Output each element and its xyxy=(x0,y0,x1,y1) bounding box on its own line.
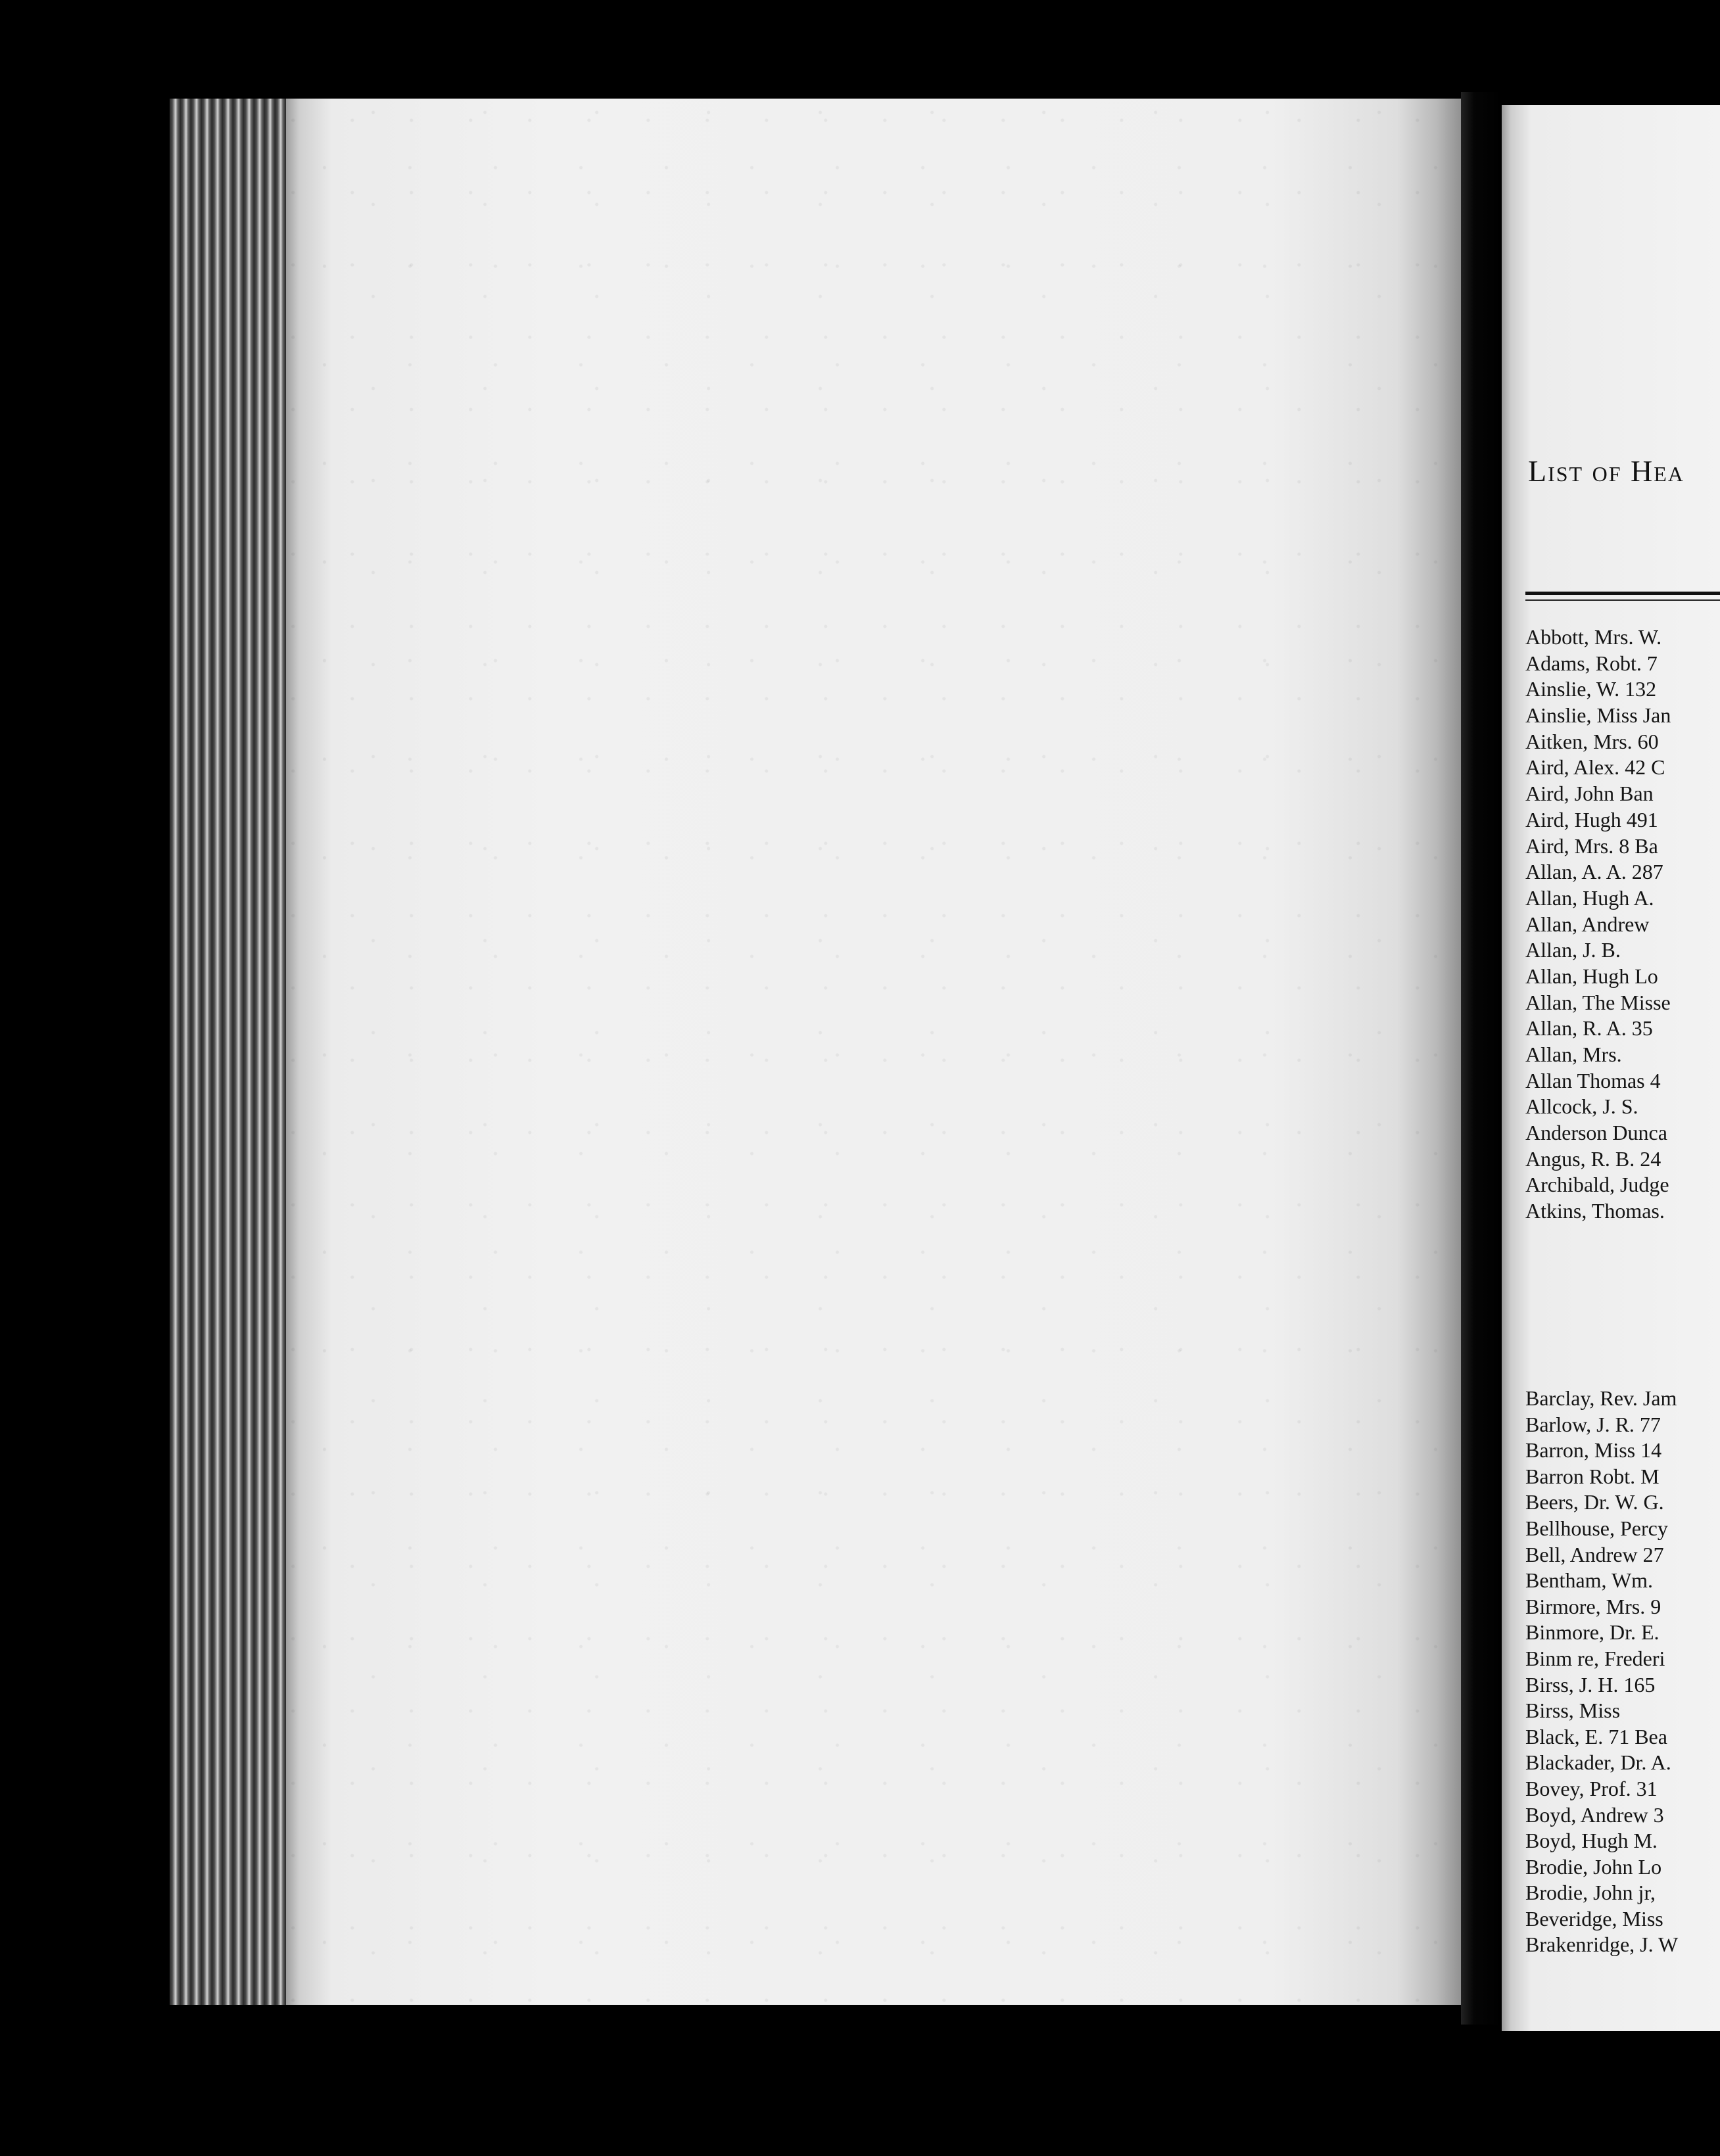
list-item: Allan, The Misse xyxy=(1525,990,1671,1014)
list-item: Birss, J. H. 165 xyxy=(1525,1672,1656,1697)
list-item: Allan, Hugh A. xyxy=(1525,885,1654,910)
page-edges xyxy=(170,99,288,2005)
list-item: Beveridge, Miss xyxy=(1525,1906,1663,1931)
list-item: Ainslie, Miss Jan xyxy=(1525,703,1671,728)
heading-rule-thin xyxy=(1525,599,1720,601)
list-item: Blackader, Dr. A. xyxy=(1525,1750,1671,1775)
list-item: Birmore, Mrs. 9 xyxy=(1525,1594,1661,1618)
list-item: Archibald, Judge xyxy=(1525,1173,1669,1197)
list-item: Aird, John Ban xyxy=(1525,782,1654,806)
list-item: Barron, Miss 14 xyxy=(1525,1438,1662,1463)
heading-rule-thick xyxy=(1525,592,1720,595)
list-item: Anderson Dunca xyxy=(1525,1121,1667,1145)
list-item: Binm re, Frederi xyxy=(1525,1646,1665,1670)
left-page-blank xyxy=(286,99,1463,2005)
list-item: Aird, Mrs. 8 Ba xyxy=(1525,833,1658,858)
list-item: Allan, Mrs. xyxy=(1525,1043,1622,1066)
list-item: Allan, J. B. xyxy=(1525,938,1621,962)
list-item: Atkins, Thomas. xyxy=(1525,1199,1665,1223)
list-item: Allan, Andrew xyxy=(1525,912,1650,936)
right-page xyxy=(1502,105,1720,2031)
list-item: Bellhouse, Percy xyxy=(1525,1516,1668,1540)
list-item: Angus, R. B. 24 xyxy=(1525,1146,1661,1171)
list-item: Brodie, John Lo xyxy=(1525,1854,1662,1879)
list-item: Barclay, Rev. Jam xyxy=(1525,1386,1677,1410)
list-item: Allcock, J. S. xyxy=(1525,1094,1638,1119)
list-item: Allan, R. A. 35 xyxy=(1525,1016,1653,1041)
book-gutter xyxy=(1461,92,1502,2025)
list-item: Aird, Hugh 491 xyxy=(1525,807,1658,832)
page-heading: List of Hea xyxy=(1528,454,1684,488)
list-item: Allan, A. A. 287 xyxy=(1525,860,1663,884)
list-item: Binmore, Dr. E. xyxy=(1525,1620,1660,1645)
list-item: Brakenridge, J. W xyxy=(1525,1933,1679,1957)
list-item: Beers, Dr. W. G. xyxy=(1525,1490,1664,1514)
list-item: Boyd, Hugh M. xyxy=(1525,1829,1658,1853)
list-item: Allan Thomas 4 xyxy=(1525,1068,1661,1092)
list-item: Bell, Andrew 27 xyxy=(1525,1542,1664,1566)
list-item: Brodie, John jr, xyxy=(1525,1881,1656,1905)
entries-b-list xyxy=(1525,1386,1720,1958)
list-item: Allan, Hugh Lo xyxy=(1525,964,1658,988)
list-item: Adams, Robt. 7 xyxy=(1525,651,1658,675)
list-item: Birss, Miss xyxy=(1525,1699,1621,1723)
list-item: Aitken, Mrs. 60 xyxy=(1525,729,1659,753)
list-item: Abbott, Mrs. W. xyxy=(1525,625,1662,649)
list-item: Ainslie, W. 132 xyxy=(1525,677,1657,701)
list-item: Boyd, Andrew 3 xyxy=(1525,1802,1664,1827)
list-item: Black, E. 71 Bea xyxy=(1525,1724,1667,1748)
list-item: Aird, Alex. 42 C xyxy=(1525,755,1665,780)
entries-a-list xyxy=(1525,624,1720,1225)
list-item: Barlow, J. R. 77 xyxy=(1525,1412,1661,1436)
list-item: Barron Robt. M xyxy=(1525,1464,1660,1488)
list-item: Bentham, Wm. xyxy=(1525,1568,1654,1593)
list-item: Bovey, Prof. 31 xyxy=(1525,1776,1658,1800)
